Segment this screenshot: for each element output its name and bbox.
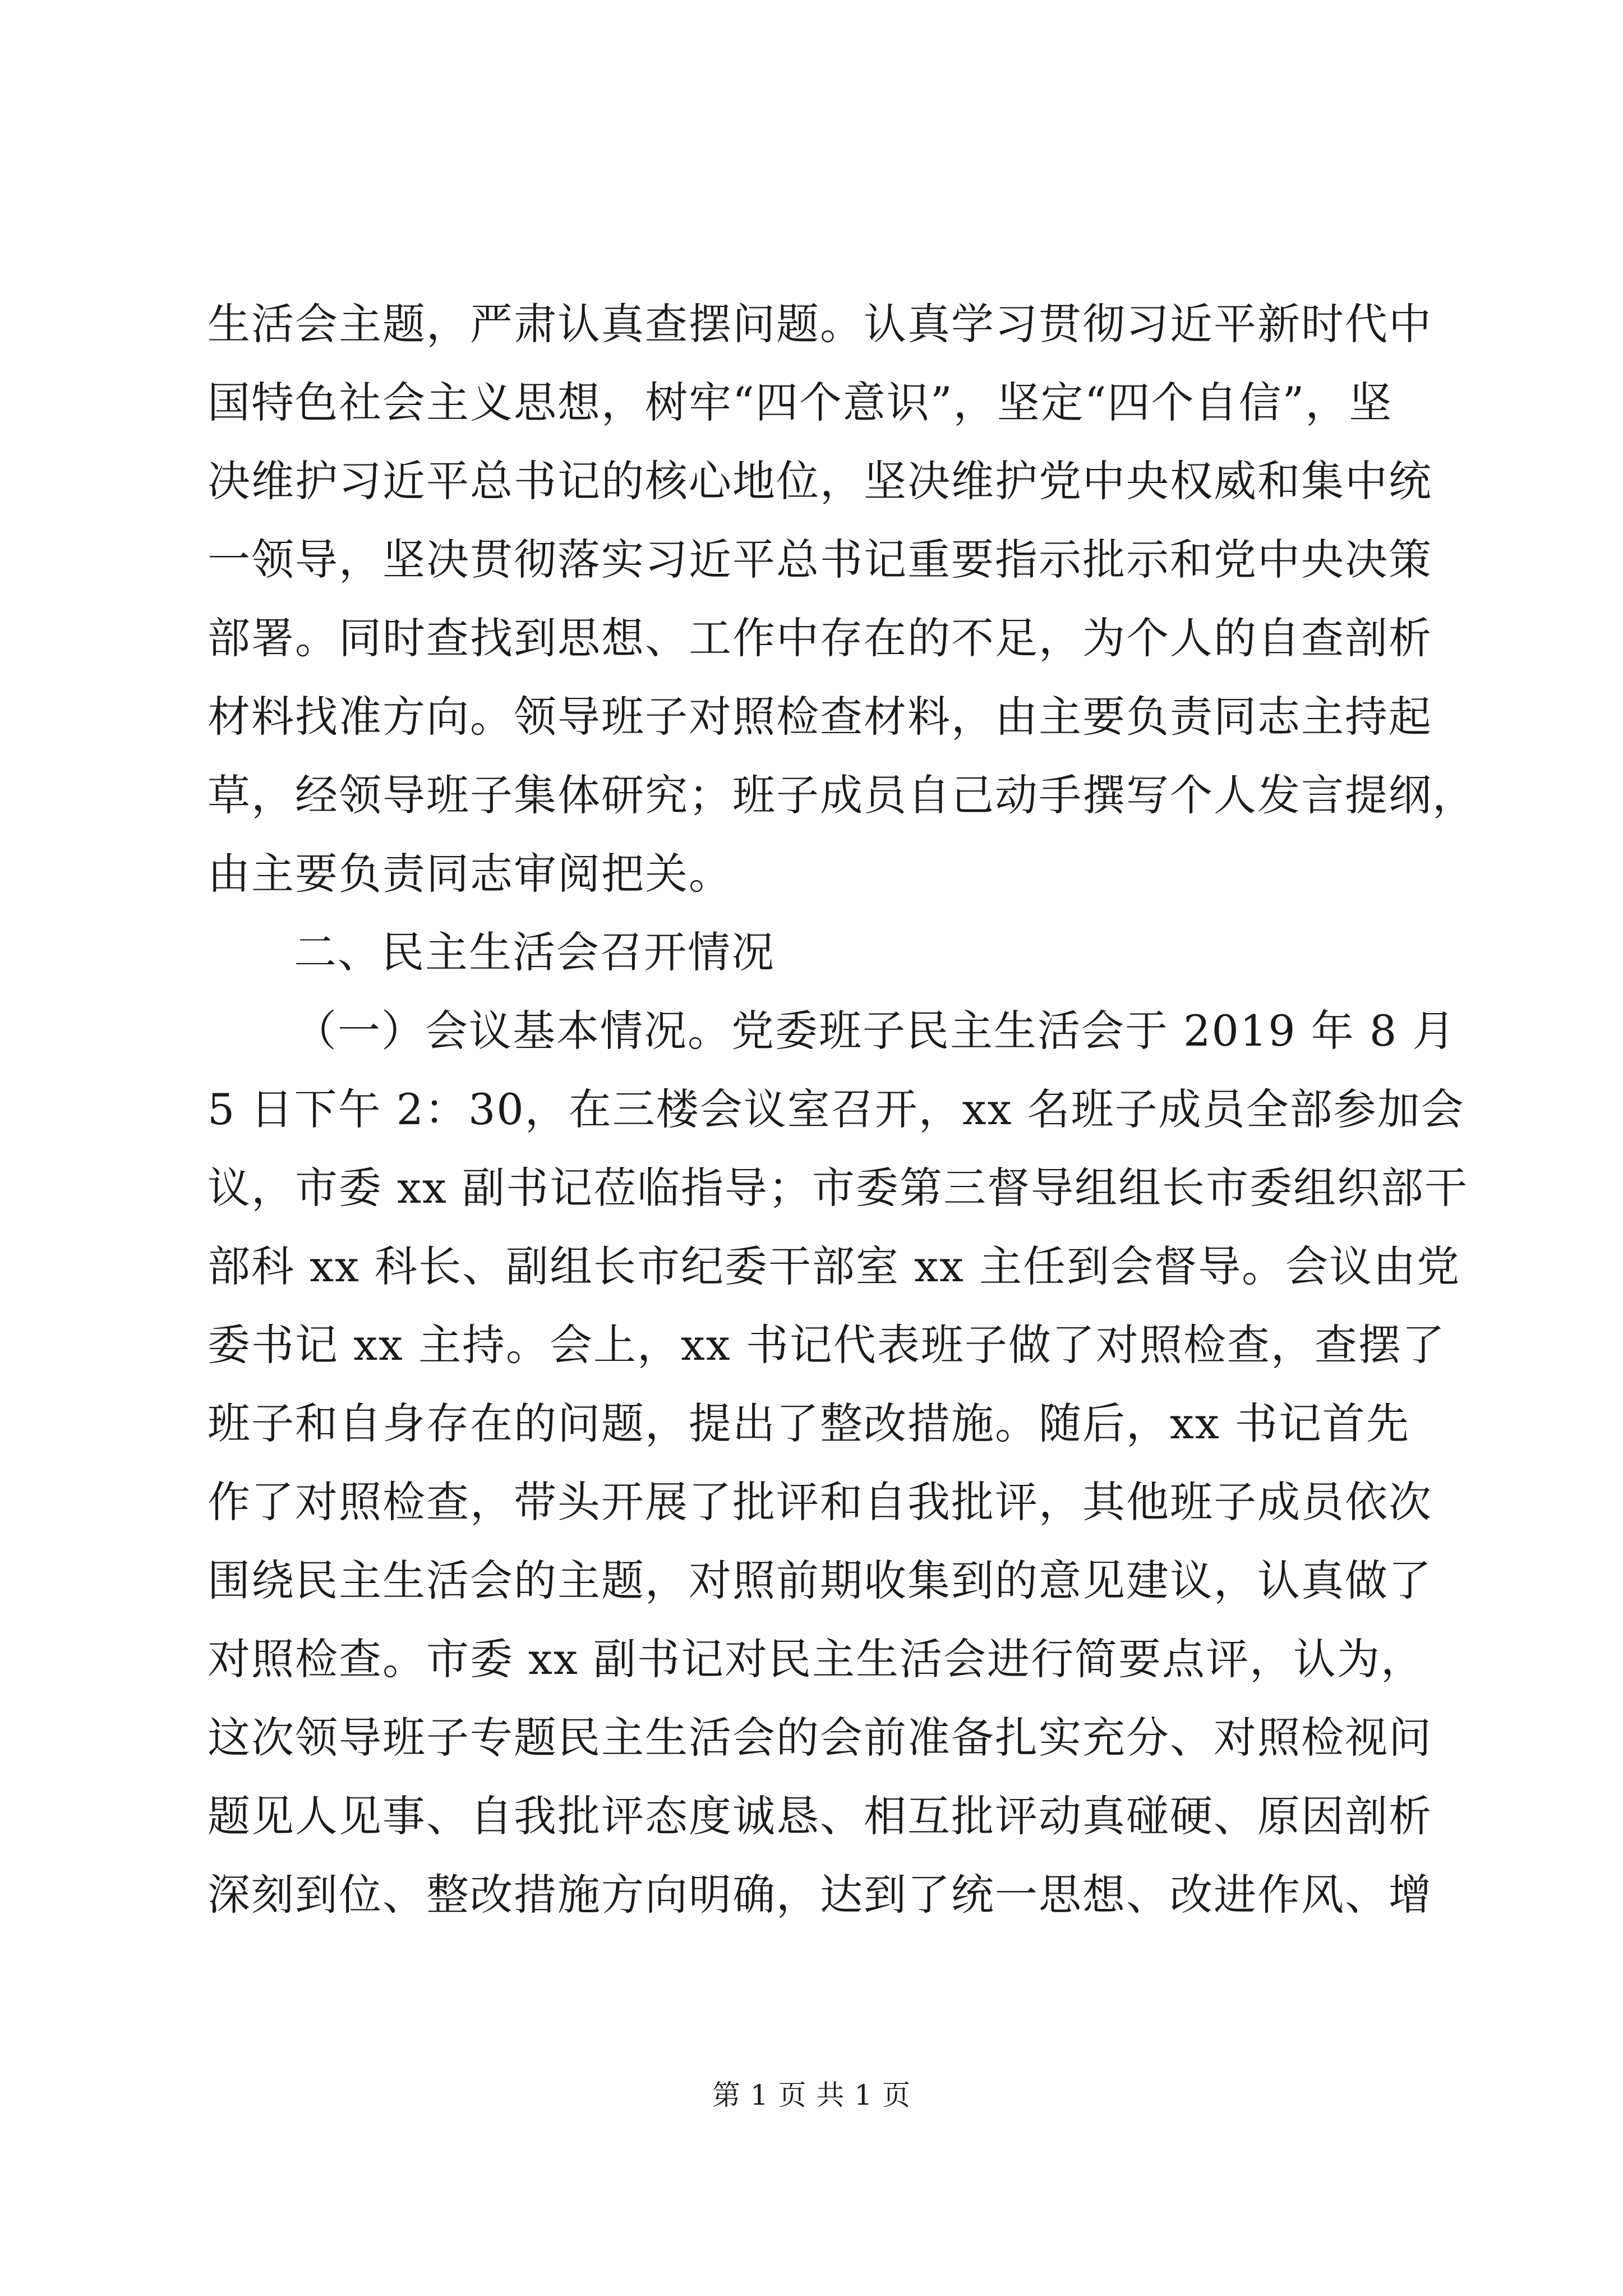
section-heading: 二、民主生活会召开情况	[294, 927, 775, 977]
body-text-line: 委书记 xx 主持。会上，xx 书记代表班子做了对照检查，查摆了	[208, 1320, 1446, 1370]
body-text-line: 材料找准方向。领导班子对照检查材料，由主要负责同志主持起	[208, 692, 1432, 742]
body-text-line: 深刻到位、整改措施方向明确，达到了统一思想、改进作风、增	[208, 1870, 1432, 1920]
body-text-line: 决维护习近平总书记的核心地位，坚决维护党中央权威和集中统	[208, 456, 1432, 506]
body-text-line: 由主要负责同志审阅把关。	[208, 849, 732, 899]
body-text-line: 一领导，坚决贯彻落实习近平总书记重要指示批示和党中央决策	[208, 535, 1432, 585]
body-text-line: 部署。同时查找到思想、工作中存在的不足，为个人的自查剖析	[208, 613, 1432, 663]
body-text-line: 部科 xx 科长、副组长市纪委干部室 xx 主任到会督导。会议由党	[208, 1241, 1461, 1291]
body-text-line: 生活会主题，严肃认真查摆问题。认真学习贯彻习近平新时代中	[208, 299, 1432, 349]
body-text-line: 5 日下午 2：30，在三楼会议室召开，xx 名班子成员全部参加会	[208, 1084, 1465, 1134]
body-text-line: 围绕民主生活会的主题，对照前期收集到的意见建议，认真做了	[208, 1556, 1432, 1605]
body-text-line: 国特色社会主义思想，树牢“四个意识”，坚定“四个自信”，坚	[208, 378, 1393, 427]
body-text-line: 议，市委 xx 副书记莅临指导；市委第三督导组组长市委组织部干	[208, 1163, 1469, 1213]
body-text-line: 这次领导班子专题民主生活会的会前准备扎实充分、对照检视问	[208, 1713, 1432, 1763]
body-text-line: 作了对照检查，带头开展了批评和自我批评，其他班子成员依次	[208, 1477, 1432, 1527]
body-text-line: 题见人见事、自我批评态度诚恳、相互批评动真碰硬、原因剖析	[208, 1791, 1432, 1841]
body-text-line: 对照检查。市委 xx 副书记对民主生活会进行简要点评，认为，	[208, 1634, 1425, 1684]
body-text-line: 班子和自身存在的问题，提出了整改措施。随后，xx 书记首先	[208, 1398, 1410, 1448]
body-text-line: （一）会议基本情况。党委班子民主生活会于 2019 年 8 月	[294, 1006, 1456, 1056]
body-text-line: 草，经领导班子集体研究；班子成员自己动手撰写个人发言提纲，	[208, 770, 1476, 820]
page-footer: 第 1 页 共 1 页	[712, 2079, 911, 2111]
